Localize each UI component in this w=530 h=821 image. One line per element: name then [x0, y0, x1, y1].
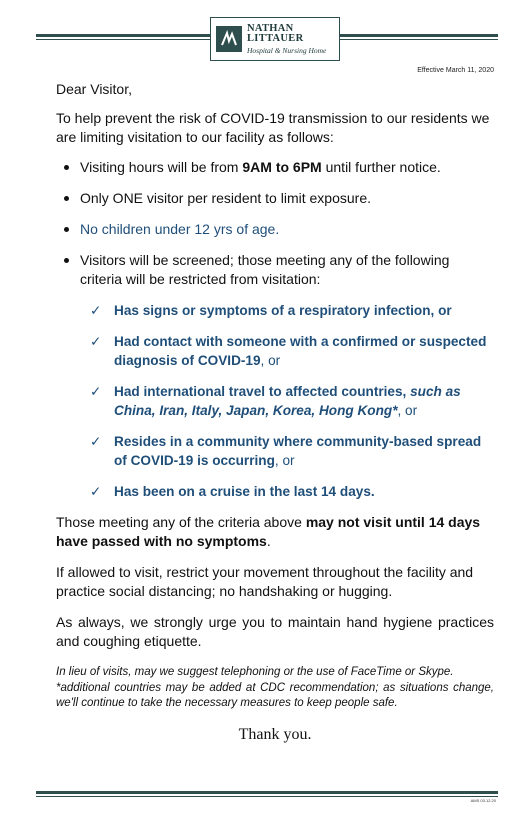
criteria-item-travel: ✓ Had international travel to affected countries, such as China, Iran, Italy, Japan, Korea, Hong Kong*, or: [90, 384, 461, 418]
sign-off: Thank you.: [238, 725, 312, 743]
criteria-item-symptoms: ✓ Has signs or symptoms of a respiratory infection, or: [90, 303, 452, 318]
logo-subtitle: Hospital & Nursing Home: [247, 45, 327, 55]
footnote: [56, 665, 494, 712]
header-rule-right: [338, 34, 498, 40]
letter-body: [56, 80, 494, 744]
criteria-item-cruise: ✓ Has been on a cruise in the last 14 days.: [90, 484, 375, 499]
restriction-paragraph: Those meeting any of the criteria above may not visit until 14 days have passed with no symptoms.: [56, 514, 481, 549]
document-code: AMS 03.12.20: [470, 798, 496, 803]
checkmark-icon: ✓: [90, 303, 102, 318]
header-rule-left: [36, 34, 210, 40]
logo-name-line2: LITTAUER: [247, 33, 304, 45]
logo: [210, 17, 340, 61]
logo-name-line1: NATHAN: [247, 22, 294, 34]
list-item-screening: Visitors will be screened; those meeting any of the following criteria will be restricted from visitation:: [56, 251, 494, 289]
footnote-alternatives: In lieu of visits, may we suggest telephoning or the use of FaceTime or Skype.: [56, 666, 454, 678]
checkmark-icon: ✓: [90, 334, 102, 349]
criteria-list: [56, 301, 494, 501]
list-item-no-children: No children under 12 yrs of age.: [56, 220, 494, 239]
hygiene-paragraph: As always, we strongly urge you to maintain hand hygiene practices and coughing etiquette.: [56, 614, 494, 649]
checkmark-icon: ✓: [90, 434, 102, 449]
footer-rule: [36, 791, 498, 797]
logo-mark-icon: [216, 26, 242, 52]
rules-list: [56, 158, 494, 289]
checkmark-icon: ✓: [90, 484, 102, 499]
criteria-item-community: ✓ Resides in a community where community-based spread of COVID-19 is occurring, or: [90, 434, 482, 468]
movement-paragraph: If allowed to visit, restrict your movement throughout the facility and practice social distancing; no handshaking or hugging.: [56, 564, 474, 599]
list-item-one-visitor: Only ONE visitor per resident to limit exposure.: [56, 189, 494, 208]
list-item-hours: Visiting hours will be from 9AM to 6PM until further notice.: [56, 158, 494, 177]
greeting: Dear Visitor,: [56, 81, 132, 97]
hours-value: 9AM to 6PM: [242, 159, 322, 175]
intro-paragraph: To help prevent the risk of COVID-19 transmission to our residents we are limiting visitation to our facility as follows:: [56, 110, 490, 145]
footnote-countries: *additional countries may be added at CDC recommendation; as situations change, we'll continue to take the necessary measures to keep people safe.: [56, 681, 494, 709]
effective-date: Effective March 11, 2020: [417, 67, 494, 74]
checkmark-icon: ✓: [90, 384, 102, 399]
criteria-item-contact: ✓ Had contact with someone with a confirmed or suspected diagnosis of COVID-19, or: [90, 334, 487, 368]
